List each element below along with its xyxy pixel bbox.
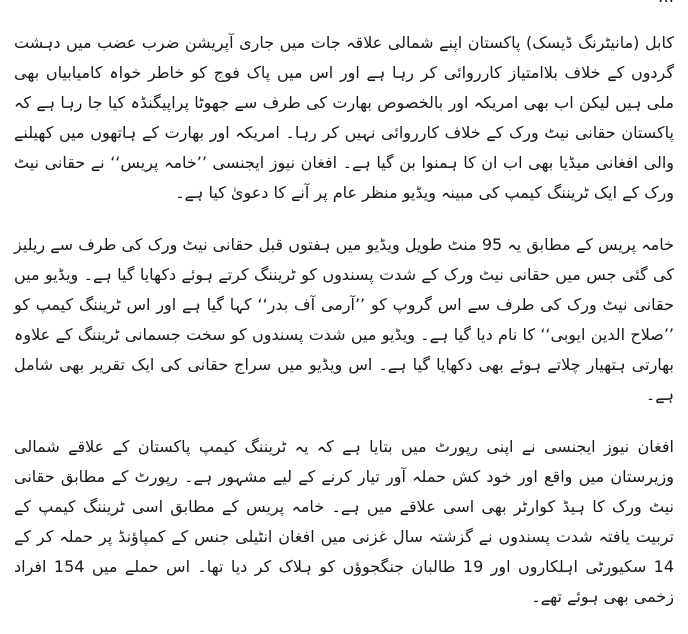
article-paragraph-3: افغان نیوز ایجنسی نے اپنی رپورٹ میں بتایا ہے کہ یہ ٹریننگ کیمپ پاکستان کے علاقے شمالی وزیرستان میں واقع اور خود کش حملہ آور تیار کرنے کے لیے مشہور ہے۔ رپورٹ کے مطابق حقانی نیٹ ورک کا ہیڈ کوارٹر بھی اسی علاقے میں ہے۔ خامہ پریس کے مطابق اسی ٹریننگ کیمپ کے تربیت یافتہ شدت پسندوں نے گزشتہ سال غزنی میں افغان انٹیلی جنس کے کمپاؤنڈ پر حملہ کر کے 14 سکیورٹی اہلکاروں اور 19 طالبان جنگجوؤں کو ہلاک کر دیا تھا۔ اس حملے میں 154 افراد زخمی بھی ہوئے تھے۔ xyxy=(14,437,675,606)
article-paragraph-2: خامہ پریس کے مطابق یہ 95 منٹ طویل ویڈیو میں ہفتوں قبل حقانی نیٹ ورک کی طرف سے ریلیز کی گئی جس میں حقانی نیٹ ورک کے شدت پسندوں کو ٹریننگ کرتے ہوئے دکھایا گیا ہے۔ ویڈیو میں حقانی نیٹ ورک کی طرف سے اس گروپ کو ’’آرمی آف بدر‘‘ کہا گیا ہے اور اس ٹریننگ کیمپ کو ’’صلاح الدین ایوبی‘‘ کا نام دیا گیا ہے۔ ویڈیو میں شدت پسندوں کو سخت جسمانی ٹریننگ کے علاوہ بھارتی ہتھیار چلاتے ہوئے بھی دکھایا گیا ہے۔ اس ویڈیو میں سراج حقانی کی ایک تقریر بھی شامل ہے۔ xyxy=(14,235,674,404)
article-paragraph-clipped xyxy=(14,0,674,12)
article-body xyxy=(14,0,674,634)
article-paragraph-1: کابل (مانیٹرنگ ڈیسک) پاکستان اپنے شمالی علاقہ جات میں جاری آپریشن ضرب عضب میں دہشت گردوں کے خلاف بلاامتیاز کارروائی کر رہا ہے اور اس میں پاک فوج کو خاطر خواہ کامیابیاں بھی ملی ہیں لیکن اب بھی امریکہ اور بالخصوص بھارت کی طرف سے جھوٹا پراپیگنڈہ کیا جا رہا ہے کہ پاکستان حقانی نیٹ ورک کے خلاف کارروائی نہیں کر رہا۔ امریکہ اور بھارت کے ہاتھوں میں کھیلنے والی افغانی میڈیا بھی اب ان کا ہمنوا بن گیا ہے۔ افغان نیوز ایجنسی ’’خامہ پریس‘‘ نے حقانی نیٹ ورک کے ایک ٹریننگ کیمپ کی مبینہ ویڈیو منظر عام پر آنے کا دعویٰ کیا ہے۔ xyxy=(14,33,674,202)
